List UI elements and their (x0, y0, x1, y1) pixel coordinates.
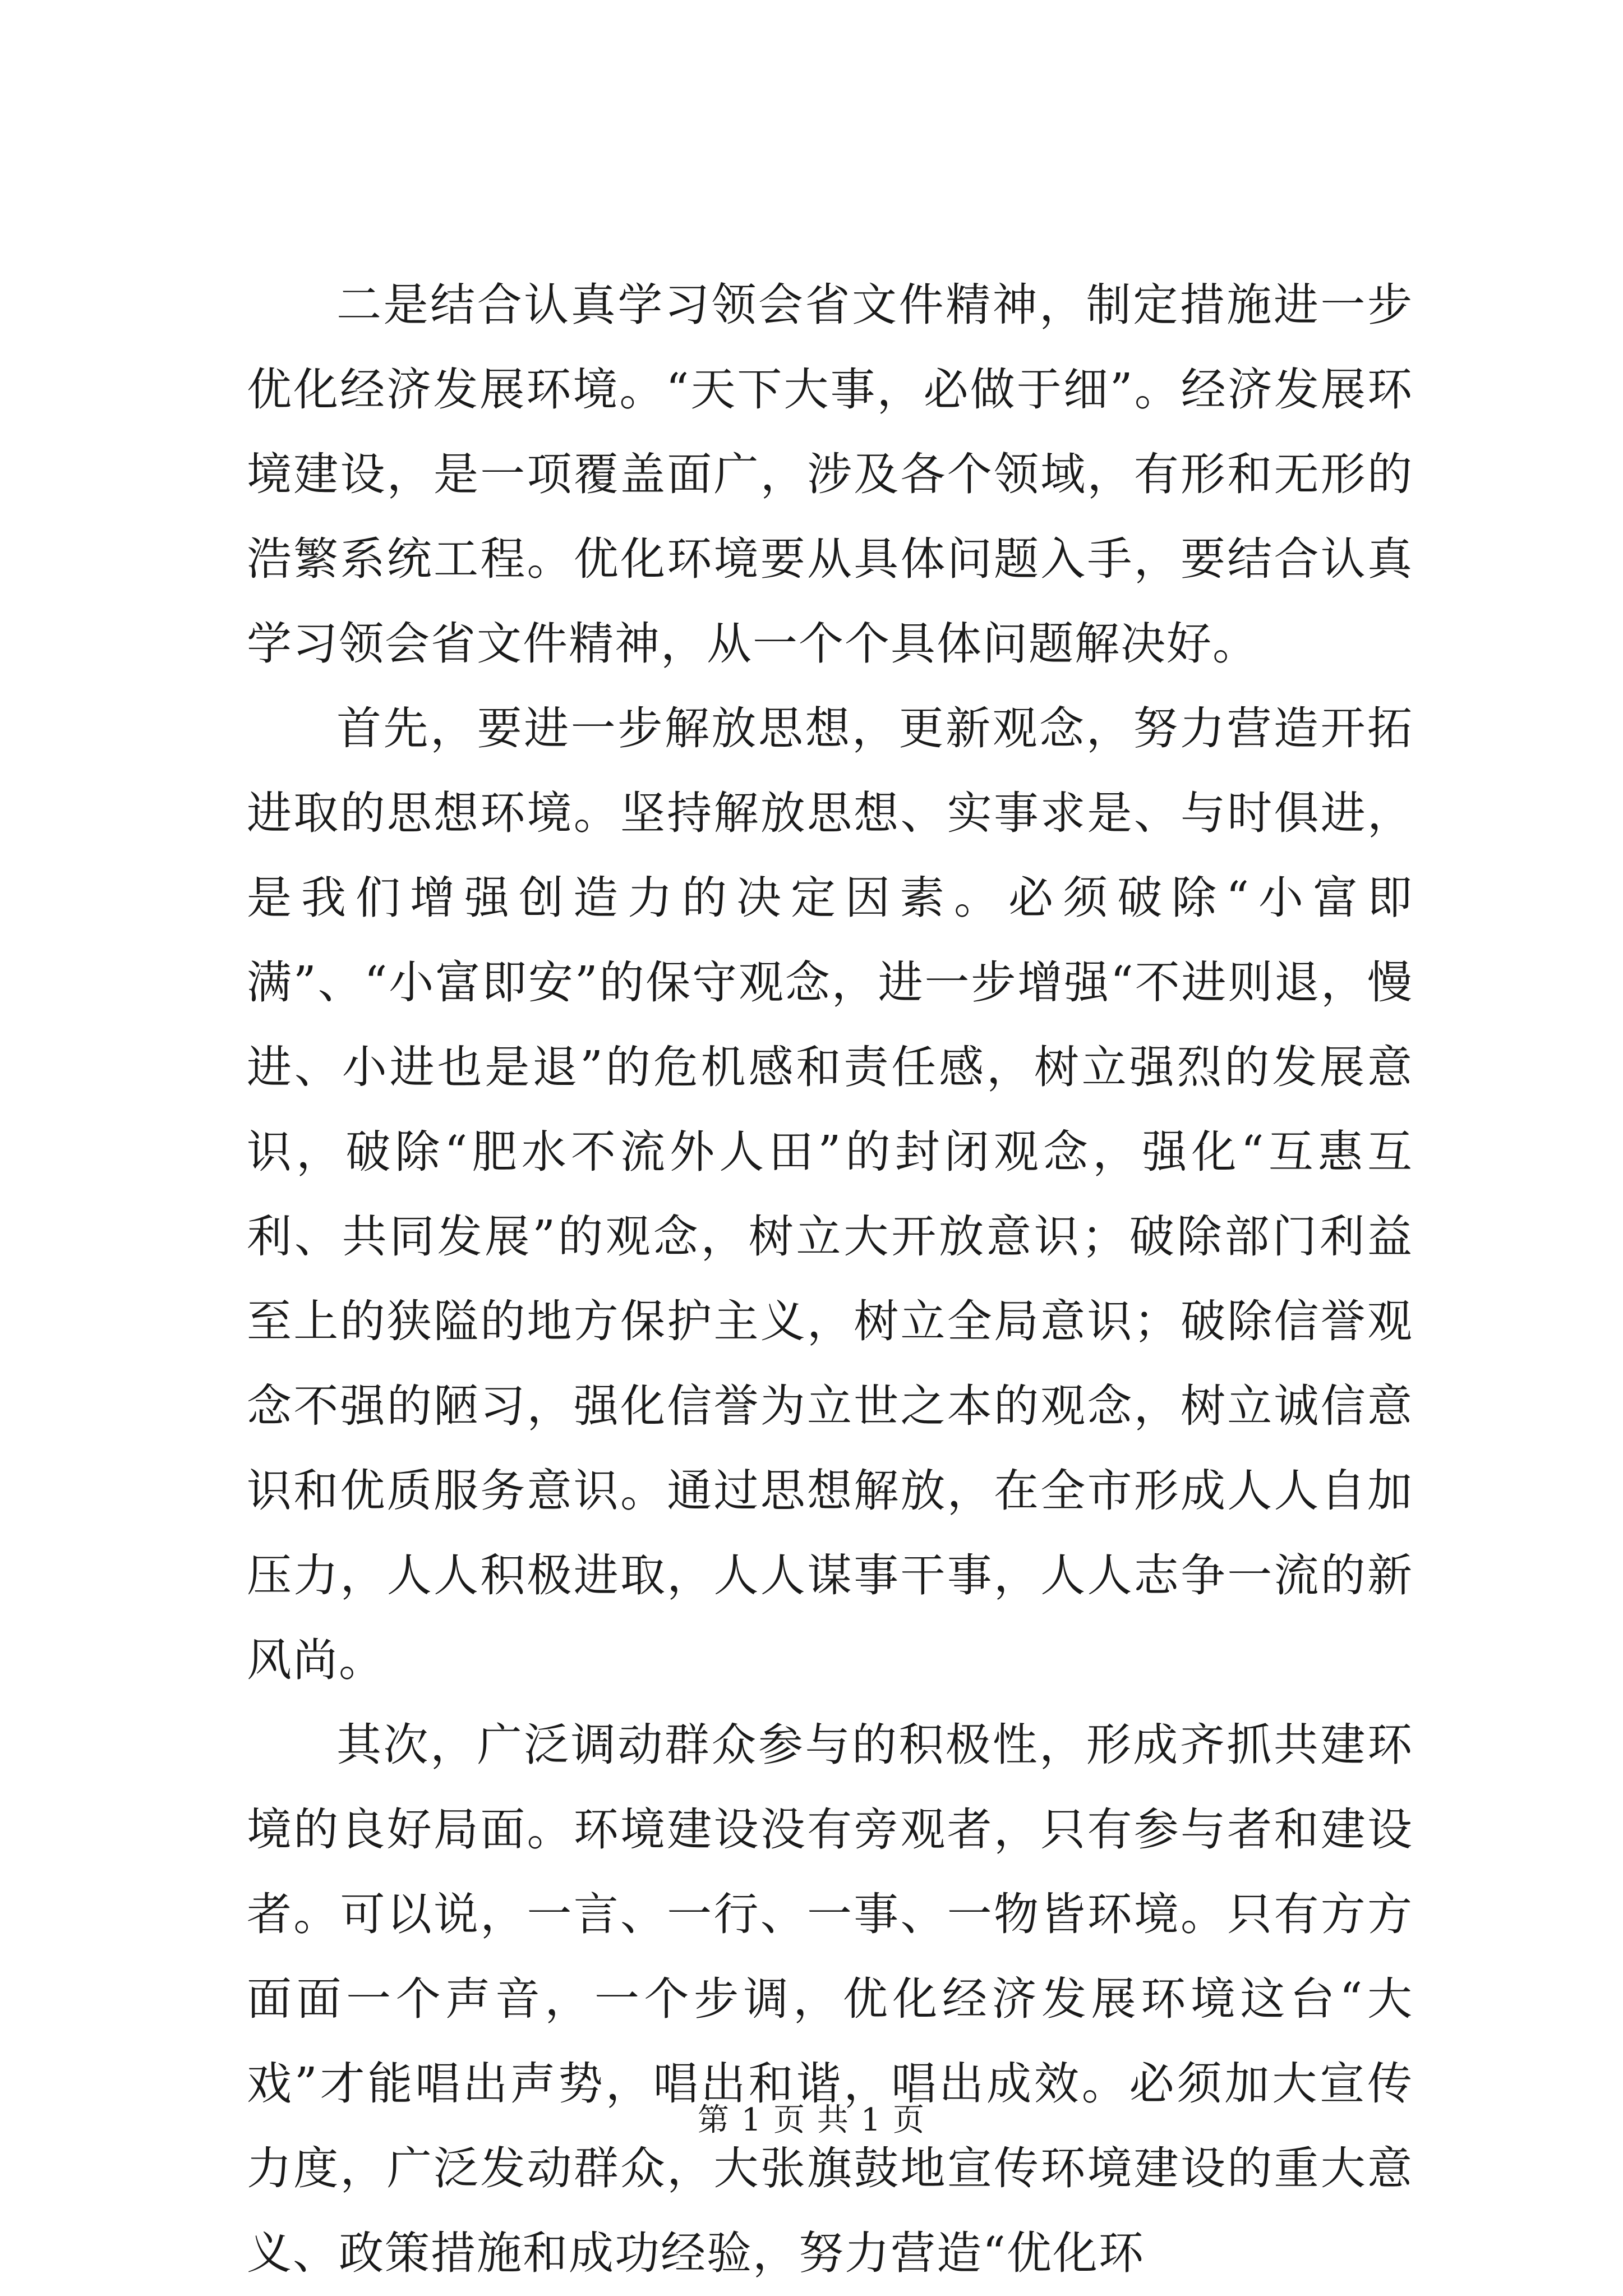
document-body (247, 263, 1413, 2295)
page-number-label: 第 1 页 共 1 页 (697, 2102, 926, 2138)
page-footer (0, 2098, 1623, 2143)
paragraph-2: 首先，要进一步解放思想，更新观念，努力营造开拓进取的思想环境。坚持解放思想、实事求是、与时俱进，是我们增强创造力的决定因素。必须破除“小富即满”、“小富即安”的保守观念，进一步增强“不进则退，慢进、小进也是退”的危机感和责任感，树立强烈的发展意识，破除“肥水不流外人田”的封闭观念，强化“互惠互利、共同发展”的观念，树立大开放意识；破除部门利益至上的狭隘的地方保护主义，树立全局意识；破除信誉观念不强的陋习，强化信誉为立世之本的观念，树立诚信意识和优质服务意识。通过思想解放，在全市形成人人自加压力，人人积极进取，人人谋事干事，人人志争一流的新风尚。 (247, 702, 1413, 1686)
paragraph-3: 其次，广泛调动群众参与的积极性，形成齐抓共建环境的良好局面。环境建设没有旁观者，只有参与者和建设者。可以说，一言、一行、一事、一物皆环境。只有方方面面一个声音，一个步调，优化经济发展环境这台“大戏”才能唱出声势，唱出和谐，唱出成效。必须加大宣传力度，广泛发动群众，大张旗鼓地宣传环境建设的重大意义、政策措施和成功经验，努力营造“优化环 (247, 1719, 1413, 2279)
paragraph-1: 二是结合认真学习领会省文件精神，制定措施进一步优化经济发展环境。“天下大事，必做于细”。经济发展环境建设，是一项覆盖面广，涉及各个领域，有形和无形的浩繁系统工程。优化环境要从具体问题入手，要结合认真学习领会省文件精神，从一个个具体问题解决好。 (247, 279, 1413, 670)
